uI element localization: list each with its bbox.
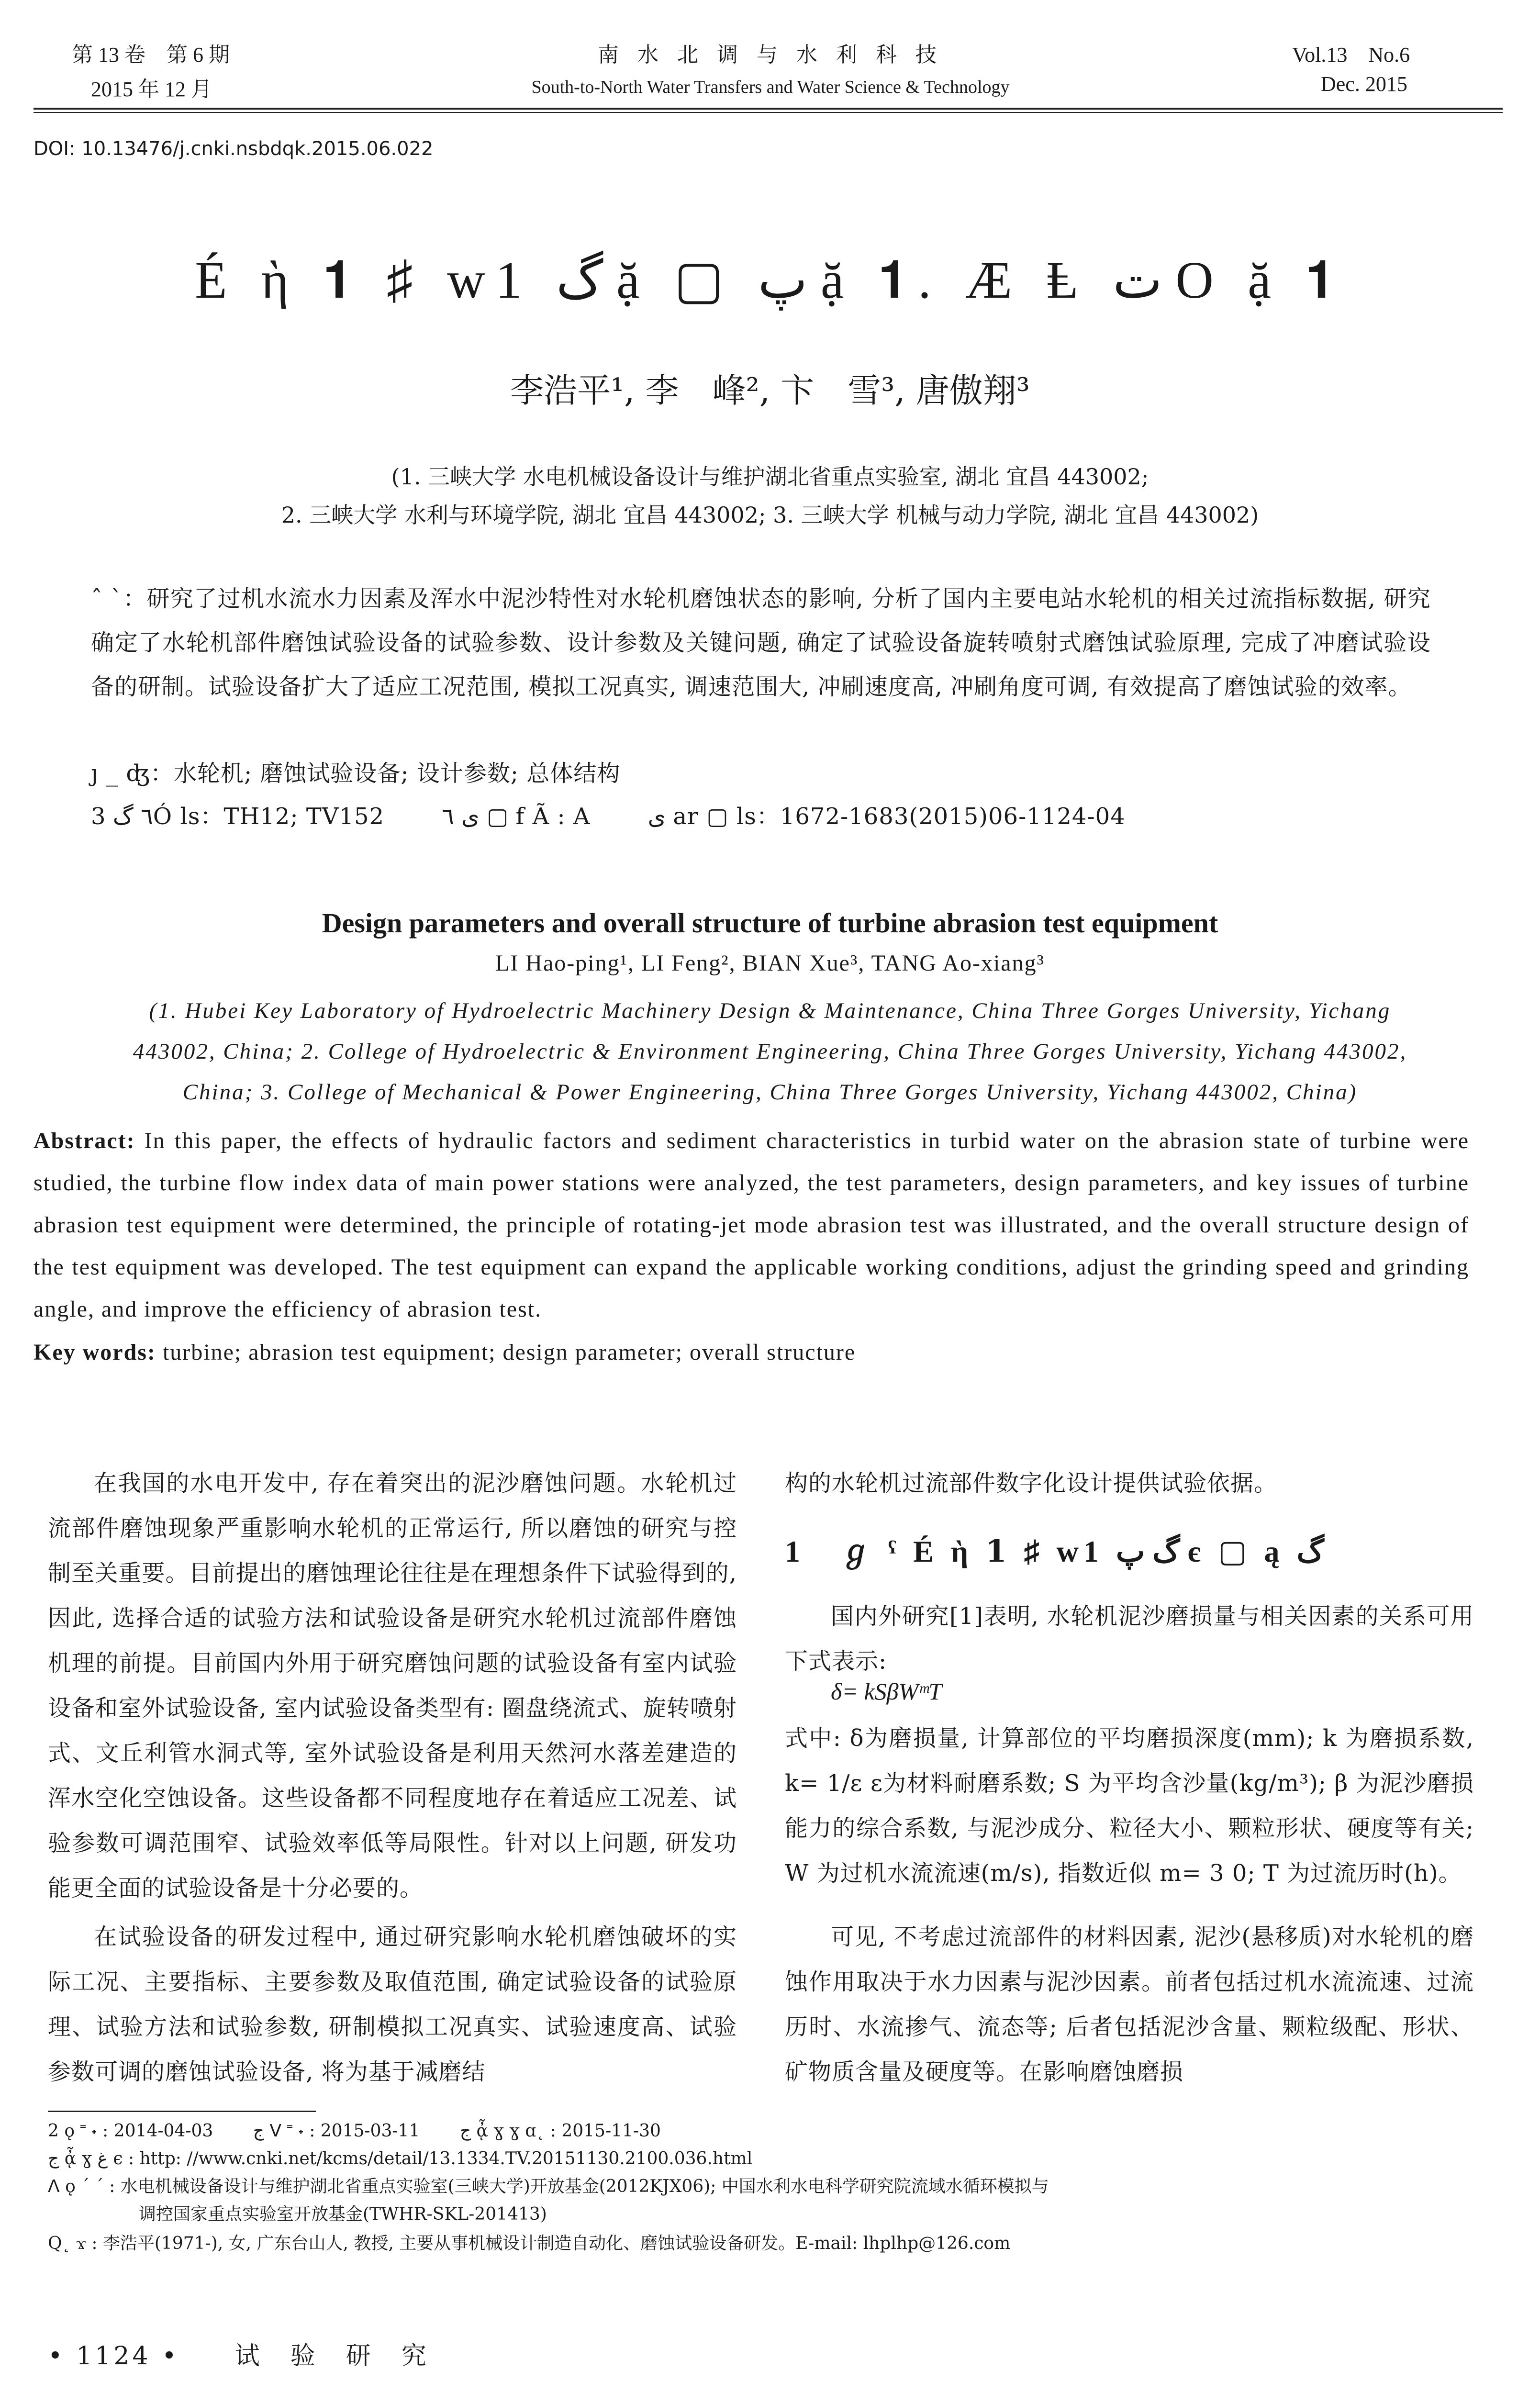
abstract-cn-text: ：研究了过机水流水力因素及浑水中泥沙特性对水轮机磨蚀状态的影响, 分析了国内主要电站水轮机的相关过流指标数据, 研究确定了水轮机部件磨蚀试验设备的试验参数、设计参数及关键问题, 确定了试验设备旋转喷射式磨蚀试验原理, 完成了冲磨试验设备的研制。试验设备扩大了适应工况范围, 模拟工况真实, 调速范围大, 冲刷速度高, 冲刷角度可调, 有效提高了磨蚀试验的效率。 xyxy=(91,585,1431,700)
body-right-continuation: 构的水轮机过流部件数字化设计提供试验依据。 xyxy=(785,1470,1278,1497)
authors-en: LI Hao-ping¹, LI Feng², BIAN Xue³, TANG Ao-xiang³ xyxy=(495,950,1045,976)
affiliation-line-2: 2. 三峡大学 水利与环境学院, 湖北 宜昌 443002; 3. 三峡大学 机械与动力学院, 湖北 宜昌 443002) xyxy=(281,502,1259,528)
body-right-para-1: 国内外研究[1]表明, 水轮机泥沙磨损量与相关因素的关系可用下式表示: xyxy=(785,1603,1474,1675)
keywords-cn xyxy=(91,751,1431,795)
article-id: ：1672-1683(2015)06-1124-04 xyxy=(756,803,1126,830)
abstract-cn xyxy=(91,577,1431,709)
issue-date-cn: 2015 年 12 月 xyxy=(91,78,212,101)
wear-equation: δ= kSβWᵐT xyxy=(831,1678,942,1705)
keywords-cn-label: ȷ _ ʤ xyxy=(91,760,150,787)
doc-code: ى ٦ ▢ f Ã : A xyxy=(442,803,591,830)
section-1-heading: 1 ℊ ˁ É ὴ 𝟏 ♯ w1 گ پ є ▢ ą گ xyxy=(785,1534,1324,1568)
affiliation-en-3: China; 3. College of Mechanical & Power Engineering, China Three Gorges University, Yichang 443002, China) xyxy=(182,1080,1358,1105)
abstract-cn-label: ˆ ˋ xyxy=(91,585,123,612)
issue-date-en: Dec. 2015 xyxy=(1321,72,1407,96)
classification xyxy=(91,794,1479,839)
page-footer: • 1124 • 试 验 研 究 xyxy=(48,2342,429,2371)
volume-issue: 第 13 卷 第 6 期 xyxy=(72,43,230,67)
footnote-rule xyxy=(48,2111,316,2112)
article-id-label: ى ar ▢ ls xyxy=(647,803,757,830)
body-right-para-3: 可见, 不考虑过流部件的材料因素, 泥沙(悬移质)对水轮机的磨蚀作用取决于水力因素与泥沙因素。前者包括过机水流流速、过流历时、水流掺气、流态等; 后者包括泥沙含量、颗粒级配、形状、矿物质含量及硬度等。在影响磨蚀磨损 xyxy=(785,1923,1474,2085)
body-left-para-1: 在我国的水电开发中, 存在着突出的泥沙磨蚀问题。水轮机过流部件磨蚀现象严重影响水轮机的正常运行, 所以磨蚀的研究与控制至关重要。目前提出的磨蚀理论往往是在理想条件下试验得到的, 因此, 选择合适的试验方法和试验设备是研究水轮机过流部件磨蚀机理的前提。目前国内外用于研究磨蚀问题的试验设备有室内试验设备和室外试验设备, 室内试验设备类型有: 圈盘绕流式、旋转喷射式、文丘利管水洞式等, 室外试验设备是利用天然河水落差建造的浑水空化空蚀设备。这些设备都不同程度地存在着适应工况差、试验参数可调范围窄、试验效率低等局限性。针对以上问题, 研发功能更全面的试验设备是十分必要的。 xyxy=(48,1470,737,1901)
volume-en: Vol.13 No.6 xyxy=(1292,43,1410,67)
body-left-para-2: 在试验设备的研发过程中, 通过研究影响水轮机磨蚀破坏的实际工况、主要指标、主要参数及取值范围, 确定试验设备的试验原理、试验方法和试验参数, 研制模拟工况真实、试验速度高、试验参数可调的磨蚀试验设备, 将为基于减磨结 xyxy=(48,1923,737,2085)
body-right-para-2: 式中: δ为磨损量, 计算部位的平均磨损深度(mm); k 为磨损系数, k= 1/ε ε为材料耐磨系数; S 为平均含沙量(kg/m³); β 为泥沙磨损能力的综合系数, 与泥沙成分、粒径大小、颗粒形状、硬度等有关; W 为过机水流流速(m/s), 指数近似 m= 3 0; T 为过流历时(h)。 xyxy=(785,1725,1474,1887)
footnote-funding: ᐱ ǫ ˊ ˊ : 水电机械设备设计与维护湖北省重点实验室(三峡大学)开放基金(2012KJX06); 中国水利水电科学研究院流域水循环模拟与 xyxy=(48,2177,1049,2196)
paper-title: É ὴ 𝟏 ♯ w1 گ ặ ▢ پ ặ 𝟏. Æ Ⱡ ت O ặ 𝟏 xyxy=(195,251,1345,309)
footnote-funding-cont: 调控国家重点实验室开放基金(TWHR-SKL-201413) xyxy=(139,2204,547,2224)
journal-title-cn: 南 水 北 调 与 水 利 科 技 xyxy=(598,43,943,67)
affiliation-en-2: 443002, China; 2. College of Hydroelectric & Environment Engineering, China Three Gorges University, Yichang 443002, xyxy=(133,1039,1407,1064)
header-rule-thin xyxy=(33,112,1503,113)
clc-text: ：TH12; TV152 xyxy=(200,803,385,830)
abstract-en-label: Abstract: xyxy=(33,1128,135,1153)
keywords-en xyxy=(33,1331,1469,1374)
footnote-dates: 2 ǫ ˭ ˖ : 2014-04-03 ج ᐯ ˭ ˖ : 2015-03-11 ج ᾆ ɣ ɣ ɑ˛ : 2015-11-30 xyxy=(48,2121,661,2141)
authors: 李浩平¹, 李 峰², 卞 雪³, 唐傲翔³ xyxy=(510,371,1030,410)
abstract-en-text: In this paper, the effects of hydraulic factors and sediment characteristics in turbid water on the abrasion state of turbine were studied, the turbine flow index data of main power stations were analyzed, the test parameters, design parameters, and key issues of turbine abrasion test equipment were determined, the principle of rotating-jet mode abrasion test was illustrated, and the overall structure design of the test equipment was developed. The test equipment can expand the applicable working conditions, adjust the grinding speed and grinding angle, and improve the efficiency of abrasion test. xyxy=(33,1128,1469,1322)
keywords-en-label: Key words: xyxy=(33,1340,156,1365)
affiliation-en-1: (1. Hubei Key Laboratory of Hydroelectric Machinery Design & Maintenance, China Three Gorges University, Yichang xyxy=(149,998,1391,1023)
paper-title-en: Design parameters and overall structure of turbine abrasion test equipment xyxy=(322,907,1218,939)
clc-label: 3 ٦ گÓ ls xyxy=(91,803,201,830)
affiliation-line-1: (1. 三峡大学 水电机械设备设计与维护湖北省重点实验室, 湖北 宜昌 443002; xyxy=(391,464,1149,490)
keywords-cn-text: ：水轮机; 磨蚀试验设备; 设计参数; 总体结构 xyxy=(150,760,621,787)
journal-title-en: South-to-North Water Transfers and Water Science & Technology xyxy=(531,77,1010,97)
footnote-url: ج ᾆ ɣ غ є : http: //www.cnki.net/kcms/detail/13.1334.TV.20151130.2100.036.html xyxy=(48,2149,753,2169)
keywords-en-text: turbine; abrasion test equipment; design parameter; overall structure xyxy=(156,1340,856,1365)
doi: DOI: 10.13476/j.cnki.nsbdqk.2015.06.022 xyxy=(33,138,434,160)
header-rule xyxy=(33,108,1503,110)
abstract-en xyxy=(33,1120,1469,1331)
footnote-author-bio: Q˛ ϫ : 李浩平(1971-), 女, 广东台山人, 教授, 主要从事机械设计制造自动化、磨蚀试验设备研发。E-mail: lhplhp@126.com xyxy=(48,2234,1011,2253)
